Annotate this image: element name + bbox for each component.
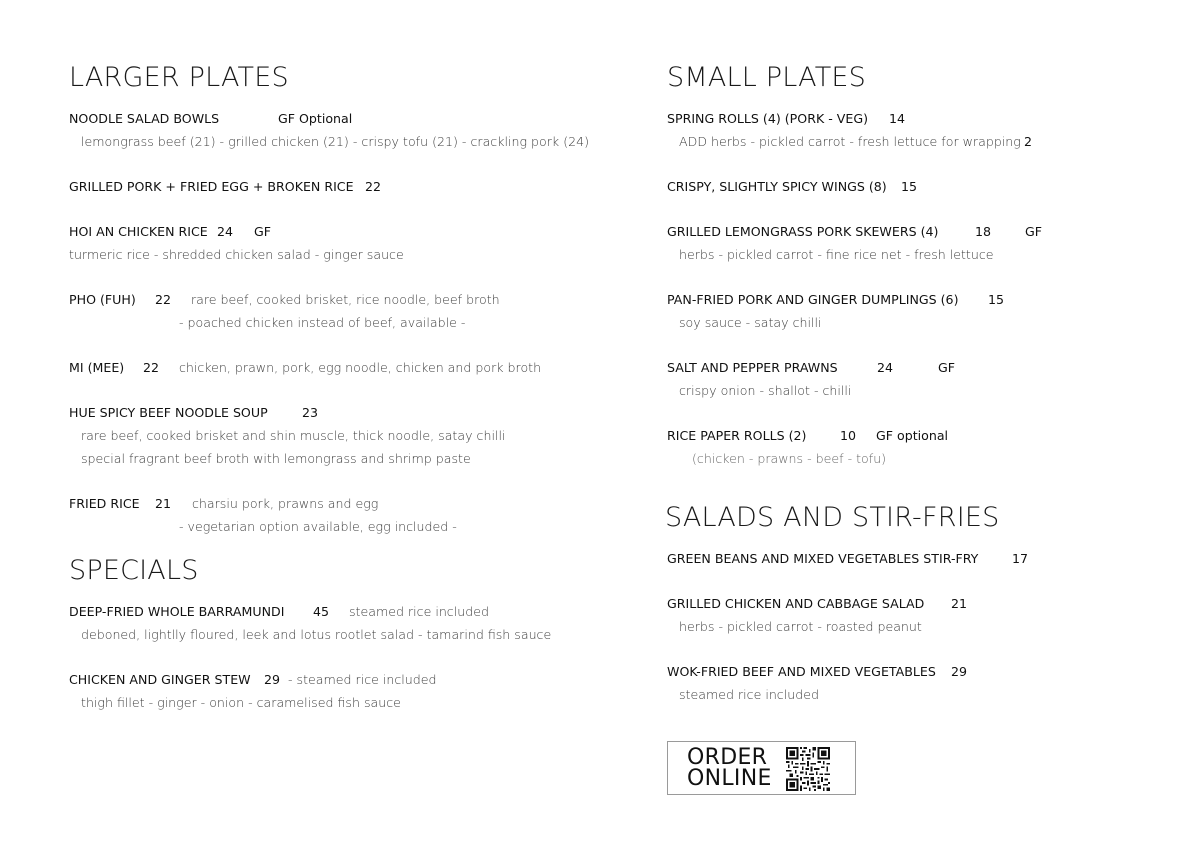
menu-item [69, 492, 629, 538]
menu-item [69, 107, 629, 153]
section-heading: SMALL PLATES [667, 62, 866, 93]
menu-list [69, 600, 629, 714]
menu-item [667, 547, 1200, 570]
section-small-plates [667, 62, 1200, 492]
item-description: (chicken - prawns - beef - tofu) [692, 451, 887, 466]
item-name: GRILLED CHICKEN AND CABBAGE SALAD [667, 596, 925, 611]
menu-list [69, 107, 629, 538]
item-name: SPRING ROLLS (4) (PORK - VEG) [667, 111, 868, 126]
menu-item [667, 288, 1200, 334]
item-price: 15 [988, 292, 1005, 307]
menu-item [667, 592, 1200, 638]
item-name: PHO (FUH) [69, 292, 136, 307]
section-larger-plates [69, 62, 629, 560]
section-specials [69, 555, 629, 736]
menu-item [69, 401, 629, 470]
item-name: CRISPY, SLIGHTLY SPICY WINGS (8) [667, 179, 887, 194]
menu-item [667, 660, 1200, 706]
item-description: rare beef, cooked brisket and shin muscle, thick noodle, satay chilli [81, 428, 506, 443]
item-name: PAN-FRIED PORK AND GINGER DUMPLINGS (6) [667, 292, 959, 307]
item-name: GRILLED LEMONGRASS PORK SKEWERS (4) [667, 224, 939, 239]
item-price: 23 [302, 405, 319, 420]
item-price: 29 [951, 664, 968, 679]
item-description: lemongrass beef (21) - grilled chicken (21) - crispy tofu (21) - crackling pork (24) [81, 134, 590, 149]
item-name: FRIED RICE [69, 496, 140, 511]
item-description: charsiu pork, prawns and egg [192, 496, 379, 511]
item-description: herbs - pickled carrot - roasted peanut [679, 619, 922, 634]
section-salads-stir-fries [667, 502, 1200, 728]
item-name: MI (MEE) [69, 360, 125, 375]
item-description: - steamed rice included [288, 672, 437, 687]
item-price: 17 [1012, 551, 1029, 566]
item-description: ADD herbs - pickled carrot - fresh lettuce for wrapping [679, 134, 1021, 149]
menu-item [69, 668, 629, 714]
menu-list [667, 107, 1200, 470]
menu-item [69, 288, 629, 334]
item-name: GRILLED PORK + FRIED EGG + BROKEN RICE [69, 179, 354, 194]
item-price: 21 [951, 596, 968, 611]
item-addon-price: 2 [1024, 134, 1033, 149]
item-price: 29 [264, 672, 281, 687]
item-description: rare beef, cooked brisket, rice noodle, beef broth [191, 292, 500, 307]
item-price: 14 [889, 111, 906, 126]
item-name: DEEP-FRIED WHOLE BARRAMUNDI [69, 604, 285, 619]
section-heading: SALADS AND STIR-FRIES [665, 502, 1000, 533]
item-description: steamed rice included [679, 687, 819, 702]
item-description: steamed rice included [349, 604, 489, 619]
order-online-label: ORDER ONLINE [687, 745, 772, 791]
item-name: CHICKEN AND GINGER STEW [69, 672, 251, 687]
item-tag: GF [938, 360, 956, 375]
menu-item [667, 175, 1200, 198]
item-price: 22 [155, 292, 172, 307]
item-price: 10 [840, 428, 857, 443]
item-price: 24 [217, 224, 234, 239]
section-heading: SPECIALS [69, 555, 199, 586]
item-description: thigh fillet - ginger - onion - caramelised fish sauce [81, 695, 401, 710]
order-online-box[interactable] [667, 741, 856, 795]
item-price: 24 [877, 360, 894, 375]
item-tag: GF [1025, 224, 1043, 239]
item-price: 22 [143, 360, 160, 375]
item-tag: GF [254, 224, 272, 239]
item-name: SALT AND PEPPER PRAWNS [667, 360, 838, 375]
item-price: 21 [155, 496, 172, 511]
qr-code-icon[interactable] [786, 747, 830, 791]
item-description: crispy onion - shallot - chilli [679, 383, 852, 398]
menu-item [69, 600, 629, 646]
menu-item [667, 424, 1200, 470]
item-name: NOODLE SALAD BOWLS [69, 111, 220, 126]
item-note: - poached chicken instead of beef, available - [179, 315, 466, 330]
item-name: WOK-FRIED BEEF AND MIXED VEGETABLES [667, 664, 936, 679]
item-name: GREEN BEANS AND MIXED VEGETABLES STIR-FRY [667, 551, 979, 566]
menu-item [69, 220, 629, 266]
menu-item [667, 107, 1200, 153]
item-note: - vegetarian option available, egg included - [179, 519, 457, 534]
menu-item [667, 356, 1200, 402]
item-description: deboned, lightlly floured, leek and lotus rootlet salad - tamarind fish sauce [81, 627, 552, 642]
item-description: herbs - pickled carrot - fine rice net - fresh lettuce [679, 247, 994, 262]
item-name: HUE SPICY BEEF NOODLE SOUP [69, 405, 268, 420]
item-description: chicken, prawn, pork, egg noodle, chicken and pork broth [179, 360, 542, 375]
item-name: RICE PAPER ROLLS (2) [667, 428, 807, 443]
item-tag: GF Optional [278, 111, 353, 126]
menu-item [69, 175, 629, 198]
menu-item [69, 356, 629, 379]
item-price: 45 [313, 604, 330, 619]
section-heading: LARGER PLATES [69, 62, 289, 93]
item-description: special fragrant beef broth with lemongrass and shrimp paste [81, 451, 471, 466]
item-description: soy sauce - satay chilli [679, 315, 822, 330]
item-description: turmeric rice - shredded chicken salad - ginger sauce [69, 247, 404, 262]
item-price: 15 [901, 179, 918, 194]
menu-list [667, 547, 1200, 706]
menu-item [667, 220, 1200, 266]
item-price: 18 [975, 224, 992, 239]
item-tag: GF optional [876, 428, 949, 443]
item-price: 22 [365, 179, 382, 194]
item-name: HOI AN CHICKEN RICE [69, 224, 208, 239]
